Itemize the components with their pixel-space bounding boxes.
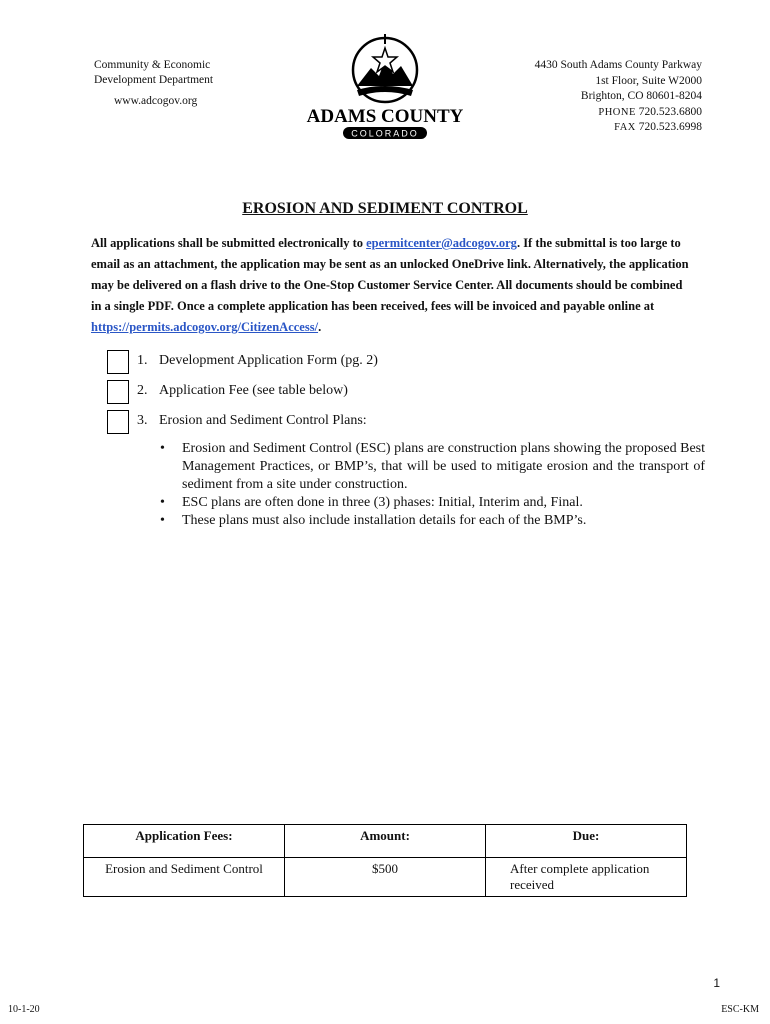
intro-paragraph (91, 233, 691, 338)
header-amount: Amount: (285, 825, 486, 858)
logo-name-text: ADAMS COUNTY (306, 106, 464, 127)
checkbox[interactable] (107, 410, 129, 434)
checkbox[interactable] (107, 350, 129, 374)
email-link[interactable]: epermitcenter@adcogov.org (366, 236, 517, 250)
logo-state-text: COLORADO (351, 128, 419, 139)
fee-type-cell: Erosion and Sediment Control (84, 858, 285, 897)
fax-number: 720.523.6998 (638, 121, 702, 133)
checklist-number: 2. (137, 383, 148, 398)
checklist-number: 3. (137, 413, 148, 428)
intro-text-2: . If the submittal is too large to email as an attachment, the application may be sent as an unlocked OneDrive link. Alternatively, the application may be delivered on a flash drive to the One-Stop Customer Service Center. All documents should be combined in a single PDF. Once a complete application has been received, fees will be invoiced and payable online at (91, 236, 689, 313)
fee-due-cell: After complete application received (486, 858, 687, 897)
header-application-fees: Application Fees: (84, 825, 285, 858)
bullet-item: • These plans must also include installation details for each of the BMP’s. (160, 512, 705, 530)
footer-date: 10-1-20 (8, 1004, 40, 1015)
citizen-access-link[interactable]: https://permits.adcogov.org/CitizenAccess/ (91, 320, 319, 334)
adams-county-logo (305, 30, 465, 142)
dept-name-line2: Development Department (94, 74, 214, 86)
footer-code: ESC-KM (721, 1004, 759, 1015)
dept-name-line1: Community & Economic (94, 59, 211, 71)
page-title: EROSION AND SEDIMENT CONTROL (242, 200, 528, 217)
website-text: www.adcogov.org (114, 95, 198, 107)
department-block (94, 58, 213, 109)
bullet-item: • Erosion and Sediment Control (ESC) plans are construction plans showing the proposed Best Management Practices, or BMP’s, that will be used to mitigate erosion and the transport of sediment from a site under construction. (160, 440, 705, 494)
address-line3: Brighton, CO 80601-8204 (580, 90, 702, 102)
fax-label: FAX (614, 122, 636, 133)
fee-table (83, 824, 687, 897)
checklist-text: Development Application Form (pg. 2) (159, 353, 378, 368)
address-line1: 4430 South Adams County Parkway (534, 59, 702, 71)
address-block (535, 58, 702, 136)
bullet-item: • ESC plans are often done in three (3) phases: Initial, Interim and, Final. (160, 494, 705, 512)
address-line2: 1st Floor, Suite W2000 (595, 74, 702, 87)
phone-number: 720.523.6800 (638, 105, 702, 118)
intro-text-1: All applications shall be submitted electronically to (91, 236, 367, 250)
intro-text-3: . (318, 320, 322, 334)
checklist-number: 1. (137, 353, 148, 368)
table-row (84, 858, 687, 897)
checklist-text: Erosion and Sediment Control Plans: (159, 413, 367, 428)
phone-label: PHONE (598, 106, 636, 118)
checklist-text: Application Fee (see table below) (159, 383, 348, 398)
fee-amount-cell: $500 (285, 858, 486, 897)
page-number: 1 (713, 976, 720, 990)
checkbox[interactable] (107, 380, 129, 404)
fee-table-header (84, 825, 687, 858)
esc-bullet-list (160, 440, 705, 530)
header-due: Due: (486, 825, 687, 858)
